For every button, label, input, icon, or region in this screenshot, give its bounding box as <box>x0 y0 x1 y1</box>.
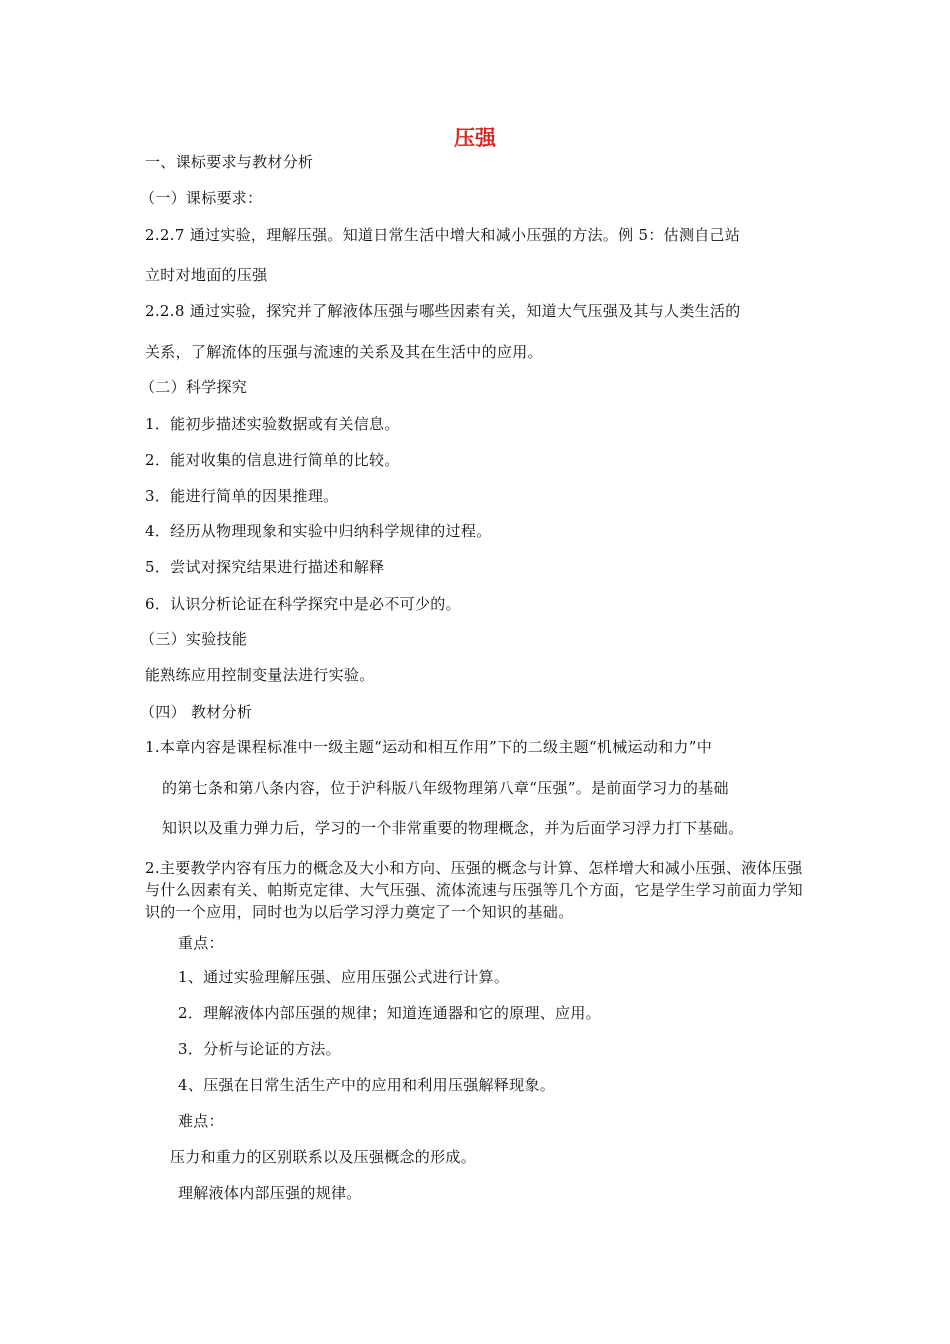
subsection-heading: （二）科学探究 <box>140 378 248 396</box>
section-heading: 一、课标要求与教材分析 <box>145 153 314 171</box>
analysis-paragraph: 2.主要教学内容有压力的概念及大小和方向、压强的概念与计算、怎样增大和减小压强、液体压强与什么因素有关、帕斯克定律、大气压强、流体流速与压强等几个方面，它是学生学习前面力学知识的一个应用，同时也为以后学习浮力奠定了一个知识的基础。 <box>145 859 803 921</box>
list-item: 6．认识分析论证在科学探究中是必不可少的。 <box>145 595 461 613</box>
difficulty-point: 理解液体内部压强的规律。 <box>178 1184 362 1202</box>
key-point: 3．分析与论证的方法。 <box>178 1040 341 1058</box>
key-points-label: 重点： <box>178 934 224 952</box>
list-item: 4．经历从物理现象和实验中归纳科学规律的过程。 <box>145 522 492 540</box>
list-item: 1．能初步描述实验数据或有关信息。 <box>145 415 400 433</box>
key-point: 4、压强在日常生活生产中的应用和利用压强解释现象。 <box>178 1076 556 1094</box>
list-item: 2．能对收集的信息进行简单的比较。 <box>145 451 400 469</box>
analysis-text: 知识以及重力弹力后，学习的一个非常重要的物理概念，并为后面学习浮力打下基础。 <box>162 819 744 837</box>
key-point: 1、通过实验理解压强、应用压强公式进行计算。 <box>178 968 510 986</box>
list-item: 3．能进行简单的因果推理。 <box>145 487 339 505</box>
key-point: 2．理解液体内部压强的规律；知道连通器和它的原理、应用。 <box>178 1004 601 1022</box>
list-item: 5．尝试对探究结果进行描述和解释 <box>145 558 385 576</box>
subsection-heading: （四） 教材分析 <box>140 703 253 721</box>
requirement-text: 立时对地面的压强 <box>145 266 268 284</box>
analysis-text: 1.本章内容是课程标准中一级主题“运动和相互作用”下的二级主题“机械运动和力”中 <box>145 738 712 756</box>
difficulty-point: 压力和重力的区别联系以及压强概念的形成。 <box>170 1148 477 1166</box>
requirement-text: 关系，了解流体的压强与流速的关系及其在生活中的应用。 <box>145 343 543 361</box>
analysis-text: 的第七条和第八条内容，位于沪科版八年级物理第八章“压强”。是前面学习力的基础 <box>162 779 729 797</box>
requirement-text: 2.2.8 通过实验，探究并了解液体压强与哪些因素有关，知道大气压强及其与人类生活的 <box>145 302 741 320</box>
subsection-heading: （三）实验技能 <box>140 630 248 648</box>
difficulty-label: 难点： <box>178 1112 224 1130</box>
requirement-text: 2.2.7 通过实验，理解压强。知道日常生活中增大和减小压强的方法。例 5：估测自己站 <box>145 226 741 244</box>
paragraph: 能熟练应用控制变量法进行实验。 <box>145 666 375 684</box>
page-title: 压强 <box>454 126 496 150</box>
subsection-heading: （一）课标要求： <box>140 189 263 207</box>
